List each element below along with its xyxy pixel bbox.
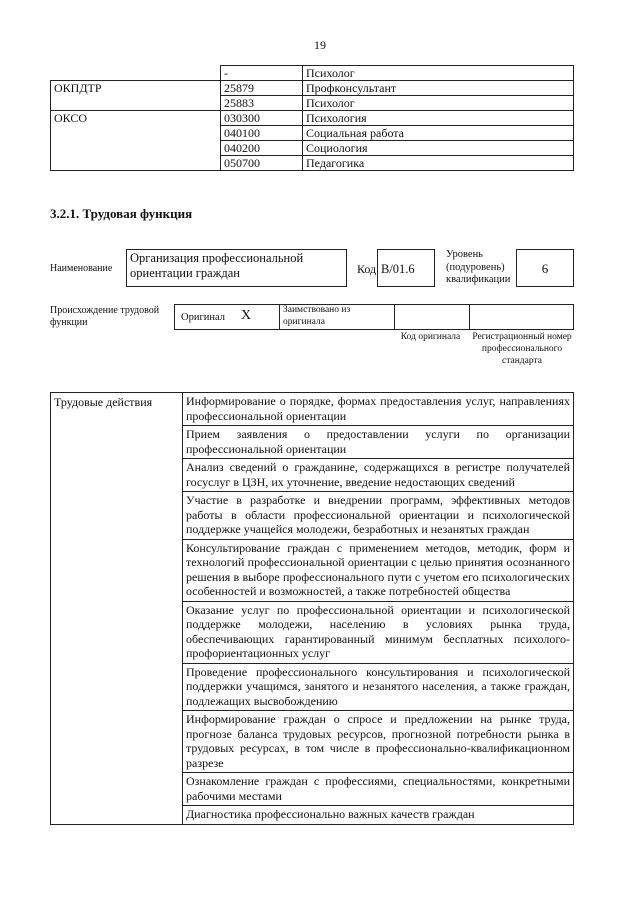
table-row [51, 111, 574, 126]
action-item: Проведение профессионального консультирования и психологической поддержки учащимся, занятого и незанятого населения, а также граждан, подлежащих высвобождению [183, 663, 574, 711]
classification-table [50, 65, 574, 171]
action-item: Информирование о порядке, формах предоставления услуг, направлениях профессиональной ориентации [183, 393, 574, 426]
action-item: Диагностика профессионально важных качеств граждан [183, 806, 574, 825]
code-cell: 040100 [221, 126, 303, 141]
action-item: Оказание услуг по профессиональной ориентации и психологической поддержке молодежи, населению в условиях рынка труда, обеспечивающих гарантированный минимум бесплатных психолого-профориентационных услуг [183, 601, 574, 663]
name-cell: Социология [303, 141, 574, 156]
action-item: Ознакомление граждан с профессиями, специальностями, конкретными рабочими местами [183, 773, 574, 806]
code-cell: 25883 [221, 96, 303, 111]
action-item: Анализ сведений о гражданине, содержащихся в регистре получателей госуслуг в ЦЗН, их уточнение, введение недостающих сведений [183, 459, 574, 492]
table-row [51, 66, 574, 81]
origin-row [174, 304, 574, 330]
group-cell [51, 66, 221, 81]
action-item: Прием заявления о предоставлении услуги по организации профессиональной ориентации [183, 426, 574, 459]
code-original-cell [394, 305, 470, 329]
action-item: Информирование граждан о спросе и предложении на рынке труда, прогнозе баланса трудовых ресурсов, прогнозной потребности рынка в трудовых ресурсах, в том числе в профессионально-квалификационном разрезе [183, 711, 574, 773]
origin-label: Происхождение трудовой функции [50, 305, 160, 328]
name-cell: Профконсультант [303, 81, 574, 96]
qualification-level-label: Уровень (подуровень) квалификации [446, 249, 511, 285]
section-title: 3.2.1. Трудовая функция [50, 206, 193, 221]
original-mark: X [241, 308, 252, 323]
name-cell: Психолог [303, 96, 574, 111]
actions-label: Трудовые действия [51, 393, 183, 825]
name-cell: Социальная работа [303, 126, 574, 141]
qualification-level-value: 6 [516, 249, 574, 287]
function-name-value: Организация профессиональной ориентации граждан [126, 249, 347, 287]
code-original-caption: Код оригинала [400, 332, 461, 342]
code-cell: 25879 [221, 81, 303, 96]
original-label: Оригинал [181, 312, 225, 323]
table-row [51, 393, 574, 426]
action-item: Консультирование граждан с применением методов, методик, форм и технологий профессиональной ориентации с целью принятия осознанного решения в выборе профессионального пути с учетом его психологических особенностей и возможностей, а также потребностей общества [183, 539, 574, 601]
code-cell: 030300 [221, 111, 303, 126]
code-cell: 050700 [221, 156, 303, 171]
borrowed-label: Заимствовано из оригинала [283, 305, 351, 327]
group-cell: ОКПДТР [51, 81, 221, 111]
function-code-value: B/01.6 [377, 249, 435, 287]
reg-number-caption: Регистрационный номер профессионального стандарта [472, 332, 572, 366]
name-cell: Психолог [303, 66, 574, 81]
code-label: Код [357, 262, 377, 276]
group-cell: ОКСО [51, 111, 221, 171]
code-cell: - [221, 66, 303, 81]
code-cell: 040200 [221, 141, 303, 156]
name-cell: Психология [303, 111, 574, 126]
action-item: Участие в разработке и внедрении программ, эффективных методов работы в области профессиональной ориентации и психологической поддержке учащейся молодежи, безработных и незанятых граждан [183, 492, 574, 540]
labour-actions-table [50, 392, 574, 825]
original-cell [175, 304, 280, 330]
name-cell: Педагогика [303, 156, 574, 171]
table-row [51, 81, 574, 96]
borrowed-cell [279, 305, 395, 329]
name-label: Наименование [50, 263, 113, 274]
page-number: 19 [314, 38, 326, 52]
